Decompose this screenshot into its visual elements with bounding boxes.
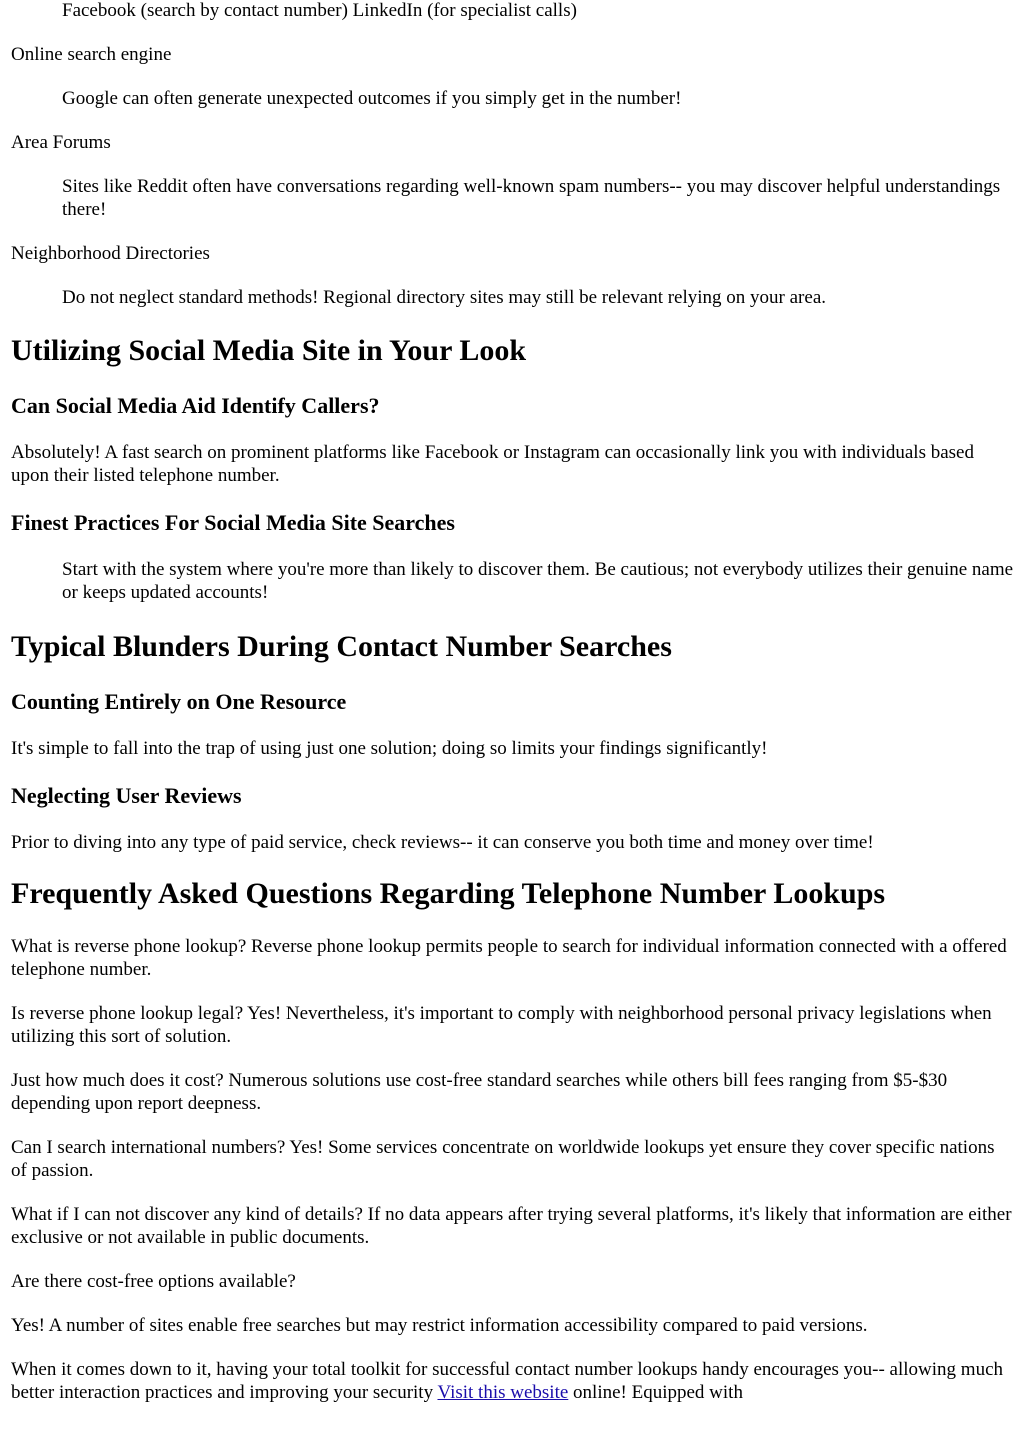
- mistake-two-heading: Neglecting User Reviews: [11, 783, 242, 808]
- closing-paragraph: [11, 1358, 1015, 1404]
- faq-item: What is reverse phone lookup? Reverse phone lookup permits people to search for individual information connected with a offered telephone number.: [11, 936, 1007, 980]
- social-question-text: Absolutely! A fast search on prominent platforms like Facebook or Instagram can occasionally link you with individuals based upon their listed telephone number.: [11, 442, 974, 486]
- social-best-practices-heading: Finest Practices For Social Media Site Searches: [11, 510, 455, 535]
- closing-text-before: When it comes down to it, having your total toolkit for successful contact number lookups handy encourages you-- allowing much better interaction practices and improving your security: [11, 1359, 1003, 1403]
- faq-item: Just how much does it cost? Numerous solutions use cost-free standard searches while others bill fees ranging from $5-$30 depending upon report deepness.: [11, 1070, 948, 1114]
- faq-item: Can I search international numbers? Yes! Some services concentrate on worldwide lookups yet ensure they cover specific nations of passion.: [11, 1137, 995, 1181]
- faq-item: Yes! A number of sites enable free searches but may restrict information accessibility compared to paid versions.: [11, 1315, 868, 1336]
- mistake-one-heading: Counting Entirely on One Resource: [11, 689, 347, 714]
- mistake-two-text: Prior to diving into any type of paid service, check reviews-- it can conserve you both time and money over time!: [11, 832, 874, 853]
- faq-item: Are there cost-free options available?: [11, 1271, 296, 1292]
- mistakes-heading: Typical Blunders During Contact Number Searches: [11, 630, 672, 663]
- closing-text-after: online! Equipped with: [568, 1382, 743, 1403]
- resource-desc-directories: Do not neglect standard methods! Regional directory sites may still be relevant relying on your area.: [62, 287, 826, 308]
- resource-list: [11, 0, 1015, 309]
- social-heading: Utilizing Social Media Site in Your Look: [11, 334, 527, 367]
- social-question-heading: Can Social Media Aid Identify Callers?: [11, 393, 380, 418]
- visit-website-link[interactable]: Visit this website: [437, 1382, 569, 1403]
- resource-term-directories: Neighborhood Directories: [11, 243, 210, 264]
- resource-term-forums: Area Forums: [11, 132, 111, 153]
- social-best-practices-text: Start with the system where you're more than likely to discover them. Be cautious; not everybody utilizes their genuine name or keeps updated accounts!: [62, 559, 1014, 603]
- resource-desc-forums: Sites like Reddit often have conversations regarding well-known spam numbers-- you may discover helpful understandings there!: [62, 176, 1001, 220]
- document-page: [11, 0, 1015, 1404]
- faq-heading: Frequently Asked Questions Regarding Telephone Number Lookups: [11, 877, 886, 910]
- mistake-one-text: It's simple to fall into the trap of using just one solution; doing so limits your findings significantly!: [11, 738, 768, 759]
- resource-desc-search-engine: Google can often generate unexpected outcomes if you simply get in the number!: [62, 88, 682, 109]
- resource-desc-social: Facebook (search by contact number) LinkedIn (for specialist calls): [62, 0, 577, 21]
- faq-item: Is reverse phone lookup legal? Yes! Nevertheless, it's important to comply with neighborhood personal privacy legislations when utilizing this sort of solution.: [11, 1003, 992, 1047]
- resource-term-search-engine: Online search engine: [11, 44, 172, 65]
- faq-item: What if I can not discover any kind of details? If no data appears after trying several platforms, it's likely that information are either exclusive or not available in public documents.: [11, 1204, 1012, 1248]
